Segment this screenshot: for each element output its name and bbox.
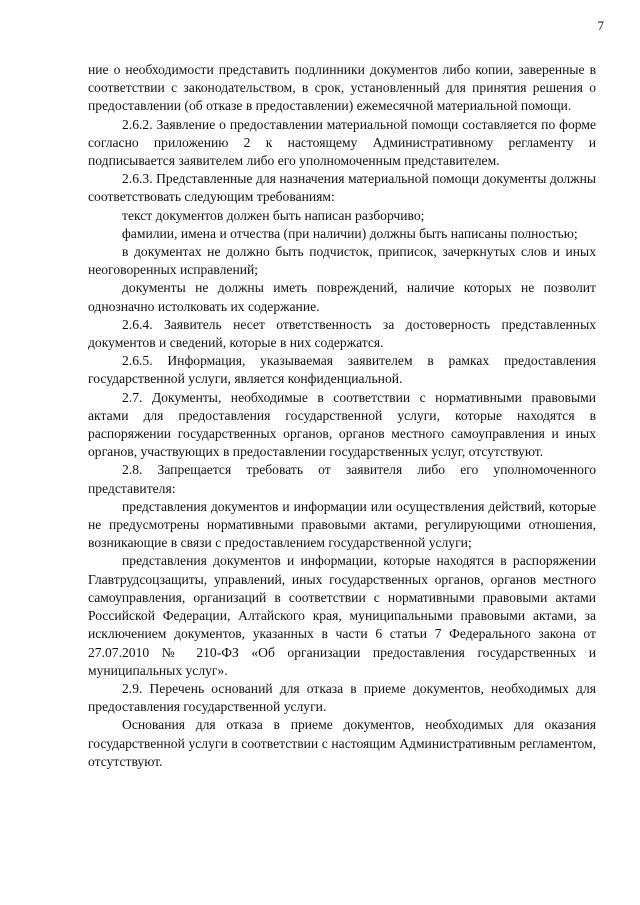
paragraph: 2.9. Перечень оснований для отказа в приеме документов, необходимых для предоставления государственной услуги. [88, 680, 596, 715]
document-body [88, 61, 596, 771]
paragraph: ние о необходимости представить подлинники документов либо копии, заверенные в соответствии с законодательством, в срок, установленный для принятия решения о предоставлении (об отказе в предоставлении) ежемесячной материальной помощи. [88, 62, 596, 114]
paragraph: представления документов и информации или осуществления действий, которые не предусмотрены нормативными правовыми актами, регулирующими отношения, возникающие в связи с предоставлением государственной услуги; [88, 498, 596, 551]
paragraph: фамилии, имена и отчества (при наличии) должны быть написаны полностью; [122, 225, 578, 241]
paragraph: 2.6.5. Информация, указываемая заявителем в рамках предоставления государственной услуги, является конфиденциальной. [88, 353, 596, 387]
paragraph: Основания для отказа в приеме документов, необходимых для оказания государственной услуги в соответствии с настоящим Административным регламентом, отсутствуют. [88, 717, 596, 769]
paragraph: 2.6.2. Заявление о предоставлении материальной помощи составляется по форме согласно приложению 2 к настоящему Административному регламенту и подписывается заявителем либо его уполномоченным представителем. [88, 116, 596, 169]
paragraph: 2.6.3. Представленные для назначения материальной помощи документы должны соответствовать следующим требованиям: [88, 171, 596, 205]
paragraph: представления документов и информации, которые находятся в распоряжении Главтрудсоцзащиты, управлений, иных государственных органов, органов местного самоуправления, организаций в соответствии с нормативными правовыми актами Российской Федерации, Алтайского края, муниципальными правовыми актами, за исключением документов, указанных в части 6 статьи 7 Федерального закона от 27.07.2010 № 210-ФЗ «Об организации предоставления государственных и муниципальных услуг». [88, 553, 596, 678]
paragraph: в документах не должно быть подчисток, приписок, зачеркнутых слов и иных неоговоренных исправлений; [88, 244, 596, 278]
paragraph: текст документов должен быть написан разборчиво; [122, 207, 425, 223]
paragraph: документы не должны иметь повреждений, наличие которых не позволит однозначно истолковать их содержание. [88, 280, 596, 314]
paragraph: 2.6.4. Заявитель несет ответственность за достоверность представленных документов и сведений, которые в них содержатся. [88, 316, 596, 351]
paragraph: 2.7. Документы, необходимые в соответствии с нормативными правовыми актами для предоставления государственной услуги, которые находятся в распоряжении государственных органов, органов местного самоуправления и иных органов, участвующих в предоставлении государственных услуг, отсутствуют. [88, 389, 596, 460]
page-number: 7 [597, 18, 604, 33]
paragraph: 2.8. Запрещается требовать от заявителя либо его уполномоченного представителя: [88, 462, 596, 496]
